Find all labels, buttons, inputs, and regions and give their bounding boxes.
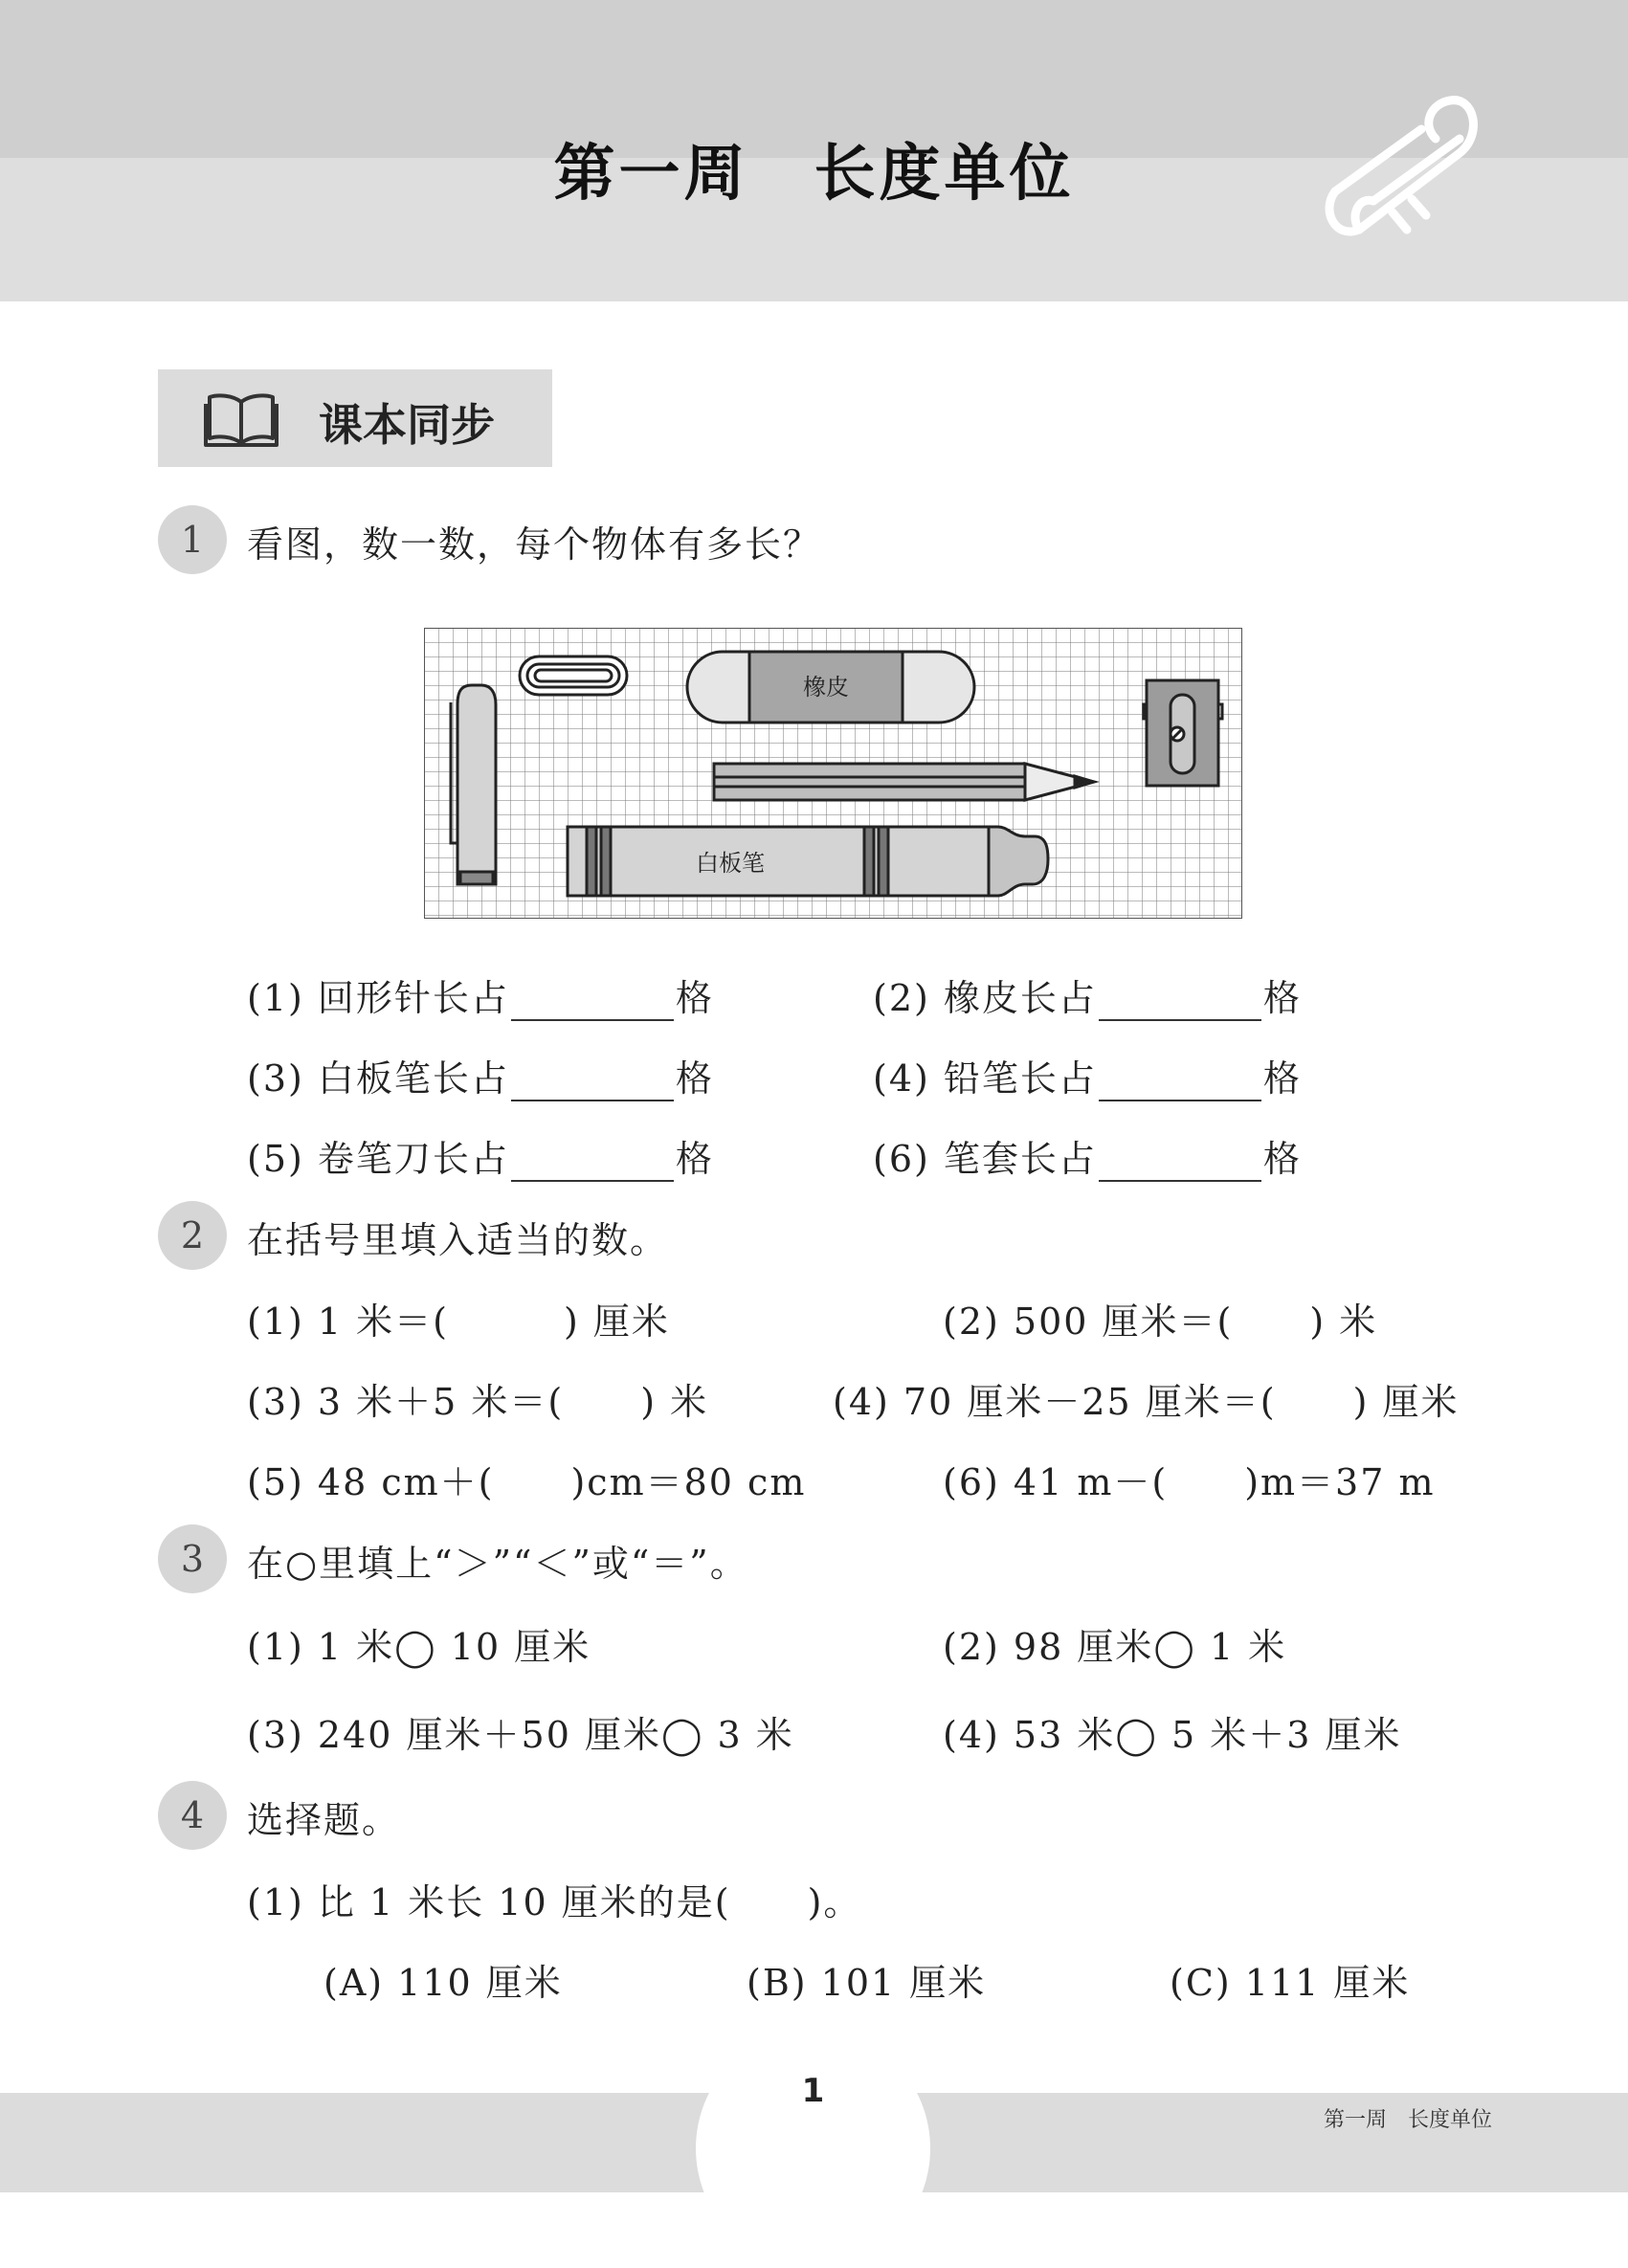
q1-item-1: (1) 回形针长占 格 [247, 977, 714, 1019]
answer-blank-4[interactable] [1099, 1067, 1261, 1101]
question-number-1: 1 [158, 505, 227, 574]
q1-item-4: (4) 铅笔长占 格 [873, 1057, 1302, 1100]
q2-item-6[interactable]: (6) 41 m－( )m＝37 m [943, 1461, 1436, 1503]
q4-option-a[interactable]: (A) 110 厘米 [323, 1962, 563, 2004]
question-2-prompt: 在括号里填入适当的数。 [247, 1219, 669, 1261]
answer-blank-5[interactable] [511, 1147, 674, 1182]
q4-option-c[interactable]: (C) 111 厘米 [1170, 1962, 1411, 2004]
q2-item-1[interactable]: (1) 1 米＝( ) 厘米 [247, 1301, 670, 1343]
answer-blank-2[interactable] [1099, 987, 1261, 1021]
question-number-4: 4 [158, 1781, 227, 1850]
q4-option-b[interactable]: (B) 101 厘米 [747, 1962, 987, 2004]
q2-item-5[interactable]: (5) 48 cm＋( )cm＝80 cm [247, 1461, 807, 1503]
question-number-3: 3 [158, 1524, 227, 1593]
open-book-icon [204, 390, 279, 448]
footer-chapter-title: 第一周 长度单位 [1324, 2108, 1493, 2132]
section-label-text: 课本同步 [319, 399, 495, 451]
grid-figure [424, 628, 1242, 919]
q4-sub-question: (1) 比 1 米长 10 厘米的是( )。 [247, 1881, 862, 1923]
q3-item-1[interactable]: (1) 1 米◯ 10 厘米 [247, 1626, 591, 1668]
pencil-icon [714, 764, 1094, 800]
q1-item-3: (3) 白板笔长占 格 [247, 1057, 714, 1100]
answer-blank-6[interactable] [1099, 1147, 1261, 1182]
q2-item-3[interactable]: (3) 3 米＋5 米＝( ) 米 [247, 1381, 709, 1423]
answer-blank-3[interactable] [511, 1067, 674, 1101]
q1-item-6: (6) 笔套长占 格 [873, 1138, 1302, 1180]
answer-blank-1[interactable] [511, 987, 674, 1021]
q2-item-2[interactable]: (2) 500 厘米＝( ) 米 [943, 1301, 1378, 1343]
paper-clip-icon [520, 656, 627, 695]
section-label [158, 369, 552, 467]
question-number-2: 2 [158, 1201, 227, 1270]
q3-item-4[interactable]: (4) 53 米◯ 5 米＋3 厘米 [943, 1714, 1402, 1756]
footer-page-tab [696, 2029, 930, 2268]
page-title: 第一周 长度单位 [553, 139, 1075, 210]
question-1-prompt: 看图，数一数，每个物体有多长？ [247, 523, 822, 566]
q2-item-4[interactable]: (4) 70 厘米－25 厘米＝( ) 厘米 [833, 1381, 1460, 1423]
question-4-prompt: 选择题。 [247, 1799, 401, 1841]
eraser-label: 橡皮 [803, 674, 849, 700]
whiteboard-marker-icon [568, 827, 1048, 896]
q3-item-2[interactable]: (2) 98 厘米◯ 1 米 [943, 1626, 1287, 1668]
scroll-icon [1316, 86, 1498, 249]
marker-label: 白板笔 [696, 850, 765, 877]
question-3-prompt: 在○里填上“＞”“＜”或“＝”。 [247, 1543, 748, 1585]
q1-item-2: (2) 橡皮长占 格 [873, 977, 1302, 1019]
pen-cap-icon [451, 685, 496, 884]
q1-item-5: (5) 卷笔刀长占 格 [247, 1138, 714, 1180]
q3-item-3[interactable]: (3) 240 厘米＋50 厘米◯ 3 米 [247, 1714, 794, 1756]
page-number: 1 [801, 2072, 825, 2110]
sharpener-icon [1144, 680, 1222, 786]
